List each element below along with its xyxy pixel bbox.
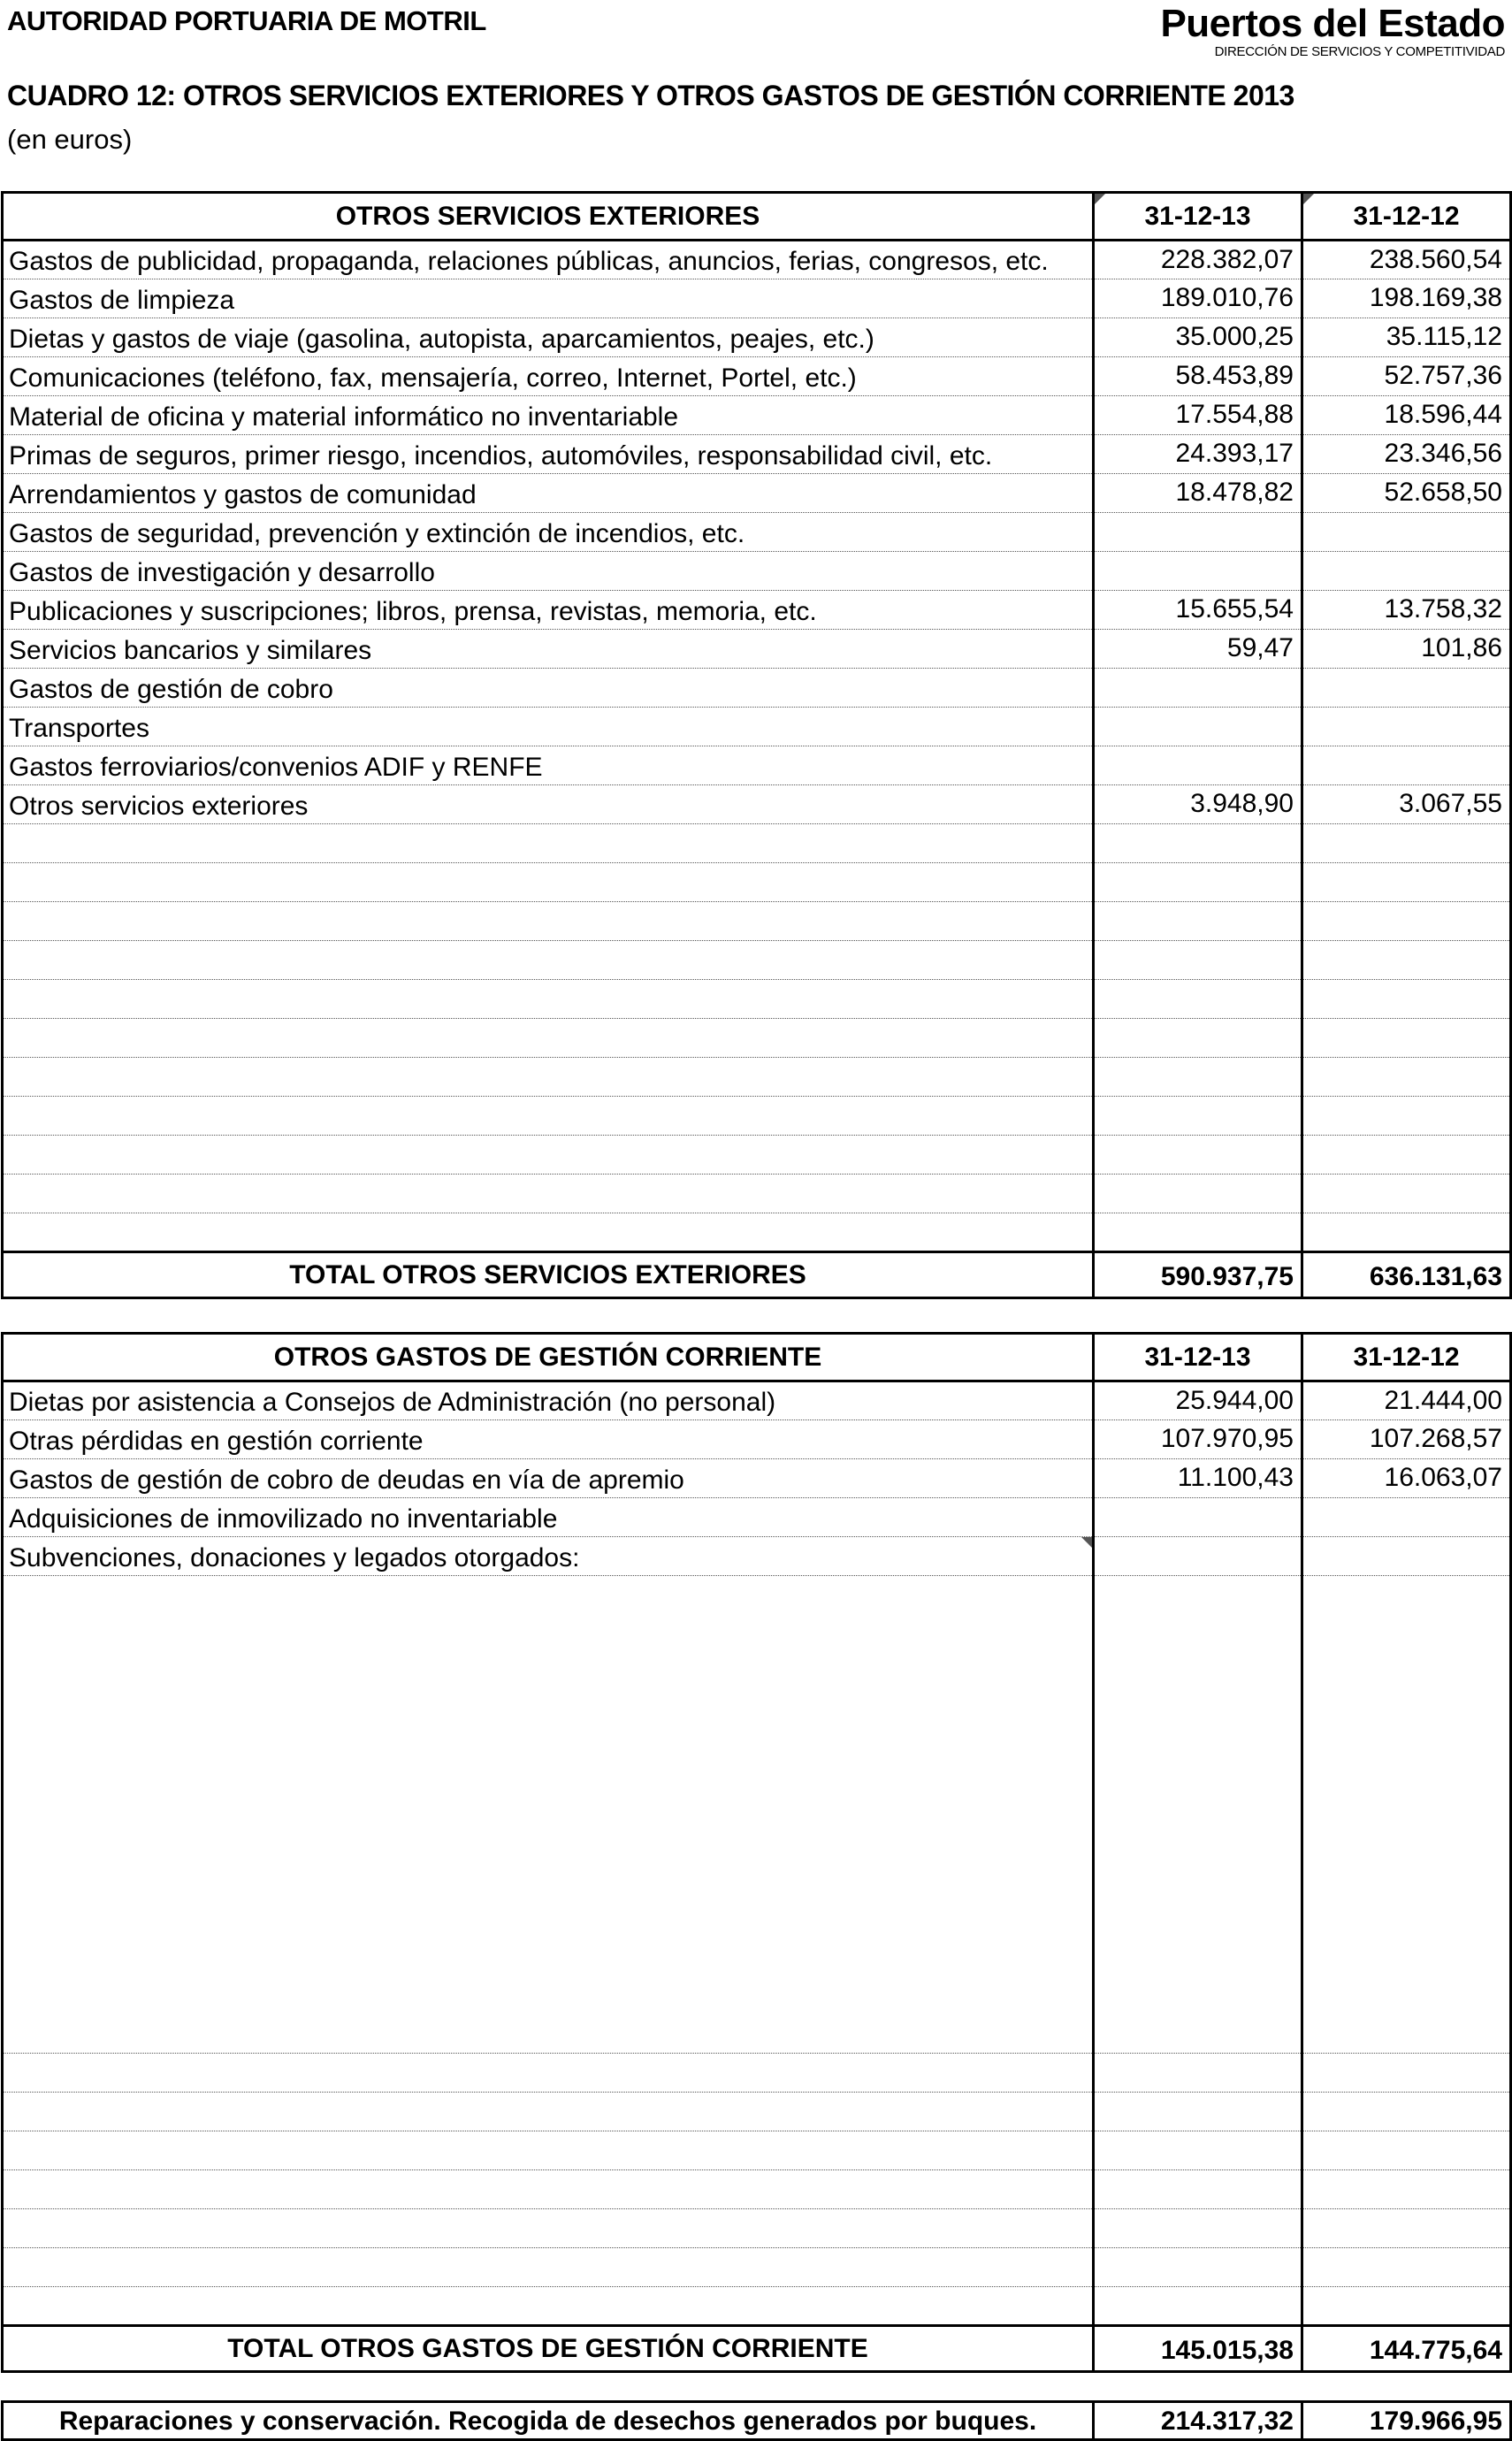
table-row — [3, 2093, 1511, 2131]
row-value-2012 — [1302, 980, 1511, 1019]
row-value-2013: 3.948,90 — [1094, 785, 1302, 824]
table-row — [3, 2054, 1511, 2093]
row-label: Arrendamientos y gastos de comunidad — [3, 474, 1094, 513]
row-label — [3, 1058, 1094, 1097]
row-value-2013 — [1094, 902, 1302, 941]
row-value-2013 — [1094, 2209, 1302, 2248]
row-value-2013 — [1094, 1576, 1302, 2054]
row-value-2012 — [1302, 941, 1511, 980]
row-value-2012 — [1302, 1058, 1511, 1097]
row-value-2012: 23.346,56 — [1302, 435, 1511, 474]
row-label — [3, 2131, 1094, 2170]
brand-block — [1160, 2, 1505, 59]
row-label — [3, 2287, 1094, 2326]
table-row — [3, 980, 1511, 1019]
row-value-2012 — [1302, 1175, 1511, 1213]
section1-col1: 31-12-13 — [1094, 193, 1302, 241]
table-row — [3, 513, 1511, 552]
row-label — [3, 1136, 1094, 1175]
units-note: (en euros) — [7, 124, 133, 155]
table-row — [3, 552, 1511, 591]
section1-header: OTROS SERVICIOS EXTERIORES — [3, 193, 1094, 241]
row-label — [3, 1097, 1094, 1136]
row-label — [3, 980, 1094, 1019]
row-label — [3, 2054, 1094, 2093]
table-row — [3, 1459, 1511, 1498]
table-row — [3, 2170, 1511, 2209]
brand-name: Puertos del Estado — [1160, 2, 1505, 45]
table-row — [3, 591, 1511, 630]
table-row — [3, 863, 1511, 902]
row-value-2013 — [1094, 2131, 1302, 2170]
row-value-2013 — [1094, 513, 1302, 552]
row-value-2013: 58.453,89 — [1094, 357, 1302, 396]
table-row — [3, 1019, 1511, 1058]
row-value-2013: 17.554,88 — [1094, 396, 1302, 435]
row-value-2013 — [1094, 669, 1302, 708]
row-value-2012 — [1302, 708, 1511, 746]
table-row — [3, 1175, 1511, 1213]
table-row — [3, 1097, 1511, 1136]
table-row — [3, 241, 1511, 279]
row-value-2012 — [1302, 2054, 1511, 2093]
row-label: Material de oficina y material informático no inventariable — [3, 396, 1094, 435]
table-row — [3, 474, 1511, 513]
row-value-2012: 13.758,32 — [1302, 591, 1511, 630]
row-value-2012 — [1302, 513, 1511, 552]
row-label — [3, 1213, 1094, 1252]
table-row — [3, 1576, 1511, 2054]
row-value-2012 — [1302, 863, 1511, 902]
table-row — [3, 785, 1511, 824]
row-label — [3, 902, 1094, 941]
row-label: Gastos de gestión de cobro — [3, 669, 1094, 708]
reparaciones-2013: 214.317,32 — [1094, 2402, 1302, 2440]
row-label: Primas de seguros, primer riesgo, incendios, automóviles, responsabilidad civil, etc. — [3, 435, 1094, 474]
section2-col1: 31-12-13 — [1094, 1334, 1302, 1381]
row-label — [3, 863, 1094, 902]
row-value-2013 — [1094, 2093, 1302, 2131]
section2-total-2012: 144.775,64 — [1302, 2326, 1511, 2372]
row-value-2013 — [1094, 863, 1302, 902]
row-value-2013 — [1094, 1213, 1302, 1252]
row-value-2012 — [1302, 1498, 1511, 1537]
row-value-2012 — [1302, 2209, 1511, 2248]
row-label: Gastos de gestión de cobro de deudas en vía de apremio — [3, 1459, 1094, 1498]
row-value-2013 — [1094, 941, 1302, 980]
row-label — [3, 1175, 1094, 1213]
row-value-2013 — [1094, 2248, 1302, 2287]
table-row — [3, 279, 1511, 318]
row-value-2012 — [1302, 746, 1511, 785]
table-row — [3, 2287, 1511, 2326]
row-value-2013 — [1094, 2170, 1302, 2209]
row-label — [3, 941, 1094, 980]
row-value-2013 — [1094, 824, 1302, 863]
section2-header: OTROS GASTOS DE GESTIÓN CORRIENTE — [3, 1334, 1094, 1381]
otros-gastos-table — [1, 1332, 1512, 2373]
row-value-2012: 52.757,36 — [1302, 357, 1511, 396]
row-value-2012: 198.169,38 — [1302, 279, 1511, 318]
row-value-2013: 15.655,54 — [1094, 591, 1302, 630]
table-row — [3, 1381, 1511, 1420]
row-label — [3, 2209, 1094, 2248]
section1-total-2012: 636.131,63 — [1302, 1252, 1511, 1298]
row-value-2013 — [1094, 980, 1302, 1019]
row-value-2012 — [1302, 669, 1511, 708]
row-value-2012: 238.560,54 — [1302, 241, 1511, 279]
row-value-2013 — [1094, 1175, 1302, 1213]
row-label — [3, 1576, 1094, 2054]
row-label: Gastos de limpieza — [3, 279, 1094, 318]
row-label: Comunicaciones (teléfono, fax, mensajería, correo, Internet, Portel, etc.) — [3, 357, 1094, 396]
row-label: Gastos de seguridad, prevención y extinción de incendios, etc. — [3, 513, 1094, 552]
row-label: Dietas por asistencia a Consejos de Administración (no personal) — [3, 1381, 1094, 1420]
table-row — [3, 357, 1511, 396]
row-value-2012: 35.115,12 — [1302, 318, 1511, 357]
row-label: Publicaciones y suscripciones; libros, prensa, revistas, memoria, etc. — [3, 591, 1094, 630]
row-value-2013: 189.010,76 — [1094, 279, 1302, 318]
row-label: Otras pérdidas en gestión corriente — [3, 1420, 1094, 1459]
row-value-2013: 228.382,07 — [1094, 241, 1302, 279]
row-value-2012: 107.268,57 — [1302, 1420, 1511, 1459]
section2-col2: 31-12-12 — [1302, 1334, 1511, 1381]
row-value-2012 — [1302, 1213, 1511, 1252]
row-label: Gastos ferroviarios/convenios ADIF y RENFE — [3, 746, 1094, 785]
row-label: Otros servicios exteriores — [3, 785, 1094, 824]
row-label — [3, 2248, 1094, 2287]
reparaciones-2012: 179.966,95 — [1302, 2402, 1511, 2440]
row-value-2013: 35.000,25 — [1094, 318, 1302, 357]
row-value-2013: 24.393,17 — [1094, 435, 1302, 474]
row-value-2012 — [1302, 2131, 1511, 2170]
table-row — [3, 902, 1511, 941]
row-value-2013 — [1094, 708, 1302, 746]
table-row — [3, 669, 1511, 708]
row-value-2012 — [1302, 824, 1511, 863]
row-value-2013: 107.970,95 — [1094, 1420, 1302, 1459]
row-value-2013 — [1094, 1498, 1302, 1537]
row-value-2012 — [1302, 2248, 1511, 2287]
row-value-2012: 101,86 — [1302, 630, 1511, 669]
row-value-2012: 18.596,44 — [1302, 396, 1511, 435]
row-value-2012 — [1302, 2170, 1511, 2209]
row-value-2012 — [1302, 1537, 1511, 1576]
row-value-2013 — [1094, 1537, 1302, 1576]
page-title: CUADRO 12: OTROS SERVICIOS EXTERIORES Y OTROS GASTOS DE GESTIÓN CORRIENTE 2013 — [7, 80, 1294, 111]
section1-total-2013: 590.937,75 — [1094, 1252, 1302, 1298]
table-row — [3, 2248, 1511, 2287]
row-label: Dietas y gastos de viaje (gasolina, autopista, aparcamientos, peajes, etc.) — [3, 318, 1094, 357]
row-value-2012 — [1302, 2287, 1511, 2326]
row-value-2012 — [1302, 552, 1511, 591]
row-value-2012 — [1302, 902, 1511, 941]
row-value-2013 — [1094, 2287, 1302, 2326]
table-row — [3, 746, 1511, 785]
row-value-2012 — [1302, 1019, 1511, 1058]
row-value-2013 — [1094, 1136, 1302, 1175]
row-label — [3, 2170, 1094, 2209]
row-label: Transportes — [3, 708, 1094, 746]
table-row — [3, 1498, 1511, 1537]
table-row — [3, 1058, 1511, 1097]
row-value-2012 — [1302, 1576, 1511, 2054]
table-row — [3, 941, 1511, 980]
row-value-2012: 3.067,55 — [1302, 785, 1511, 824]
row-value-2013 — [1094, 746, 1302, 785]
reparaciones-table — [1, 2400, 1512, 2441]
table-row — [3, 1420, 1511, 1459]
table-row — [3, 1213, 1511, 1252]
table-row — [3, 435, 1511, 474]
table-row — [3, 1136, 1511, 1175]
row-label — [3, 824, 1094, 863]
section2-total-2013: 145.015,38 — [1094, 2326, 1302, 2372]
row-value-2013: 11.100,43 — [1094, 1459, 1302, 1498]
table-row — [3, 708, 1511, 746]
table-row — [3, 396, 1511, 435]
row-value-2013: 59,47 — [1094, 630, 1302, 669]
table-row — [3, 824, 1511, 863]
row-label — [3, 2093, 1094, 2131]
reparaciones-label: Reparaciones y conservación. Recogida de desechos generados por buques. — [3, 2402, 1094, 2440]
row-value-2012 — [1302, 1136, 1511, 1175]
row-value-2012: 52.658,50 — [1302, 474, 1511, 513]
row-value-2012 — [1302, 1097, 1511, 1136]
row-value-2013 — [1094, 1097, 1302, 1136]
otros-servicios-table — [1, 191, 1512, 1299]
table-row — [3, 1537, 1511, 1576]
section1-col2: 31-12-12 — [1302, 193, 1511, 241]
brand-subtitle: DIRECCIÓN DE SERVICIOS Y COMPETITIVIDAD — [1214, 44, 1505, 59]
table-row — [3, 2131, 1511, 2170]
table-row — [3, 318, 1511, 357]
section1-total-label: TOTAL OTROS SERVICIOS EXTERIORES — [3, 1252, 1094, 1298]
row-value-2012 — [1302, 2093, 1511, 2131]
row-label: Gastos de investigación y desarrollo — [3, 552, 1094, 591]
row-value-2013 — [1094, 2054, 1302, 2093]
row-label: Gastos de publicidad, propaganda, relaciones públicas, anuncios, ferias, congresos, etc. — [3, 241, 1094, 279]
authority-name: AUTORIDAD PORTUARIA DE MOTRIL — [7, 5, 486, 36]
table-row — [3, 630, 1511, 669]
row-value-2013: 18.478,82 — [1094, 474, 1302, 513]
row-label: Adquisiciones de inmovilizado no inventariable — [3, 1498, 1094, 1537]
section2-total-label: TOTAL OTROS GASTOS DE GESTIÓN CORRIENTE — [3, 2326, 1094, 2372]
row-value-2012: 21.444,00 — [1302, 1381, 1511, 1420]
row-label: Subvenciones, donaciones y legados otorgados: — [3, 1537, 1094, 1576]
row-value-2013 — [1094, 1058, 1302, 1097]
row-label — [3, 1019, 1094, 1058]
row-value-2013 — [1094, 1019, 1302, 1058]
row-value-2013 — [1094, 552, 1302, 591]
row-value-2013: 25.944,00 — [1094, 1381, 1302, 1420]
row-label: Servicios bancarios y similares — [3, 630, 1094, 669]
row-value-2012: 16.063,07 — [1302, 1459, 1511, 1498]
table-row — [3, 2209, 1511, 2248]
